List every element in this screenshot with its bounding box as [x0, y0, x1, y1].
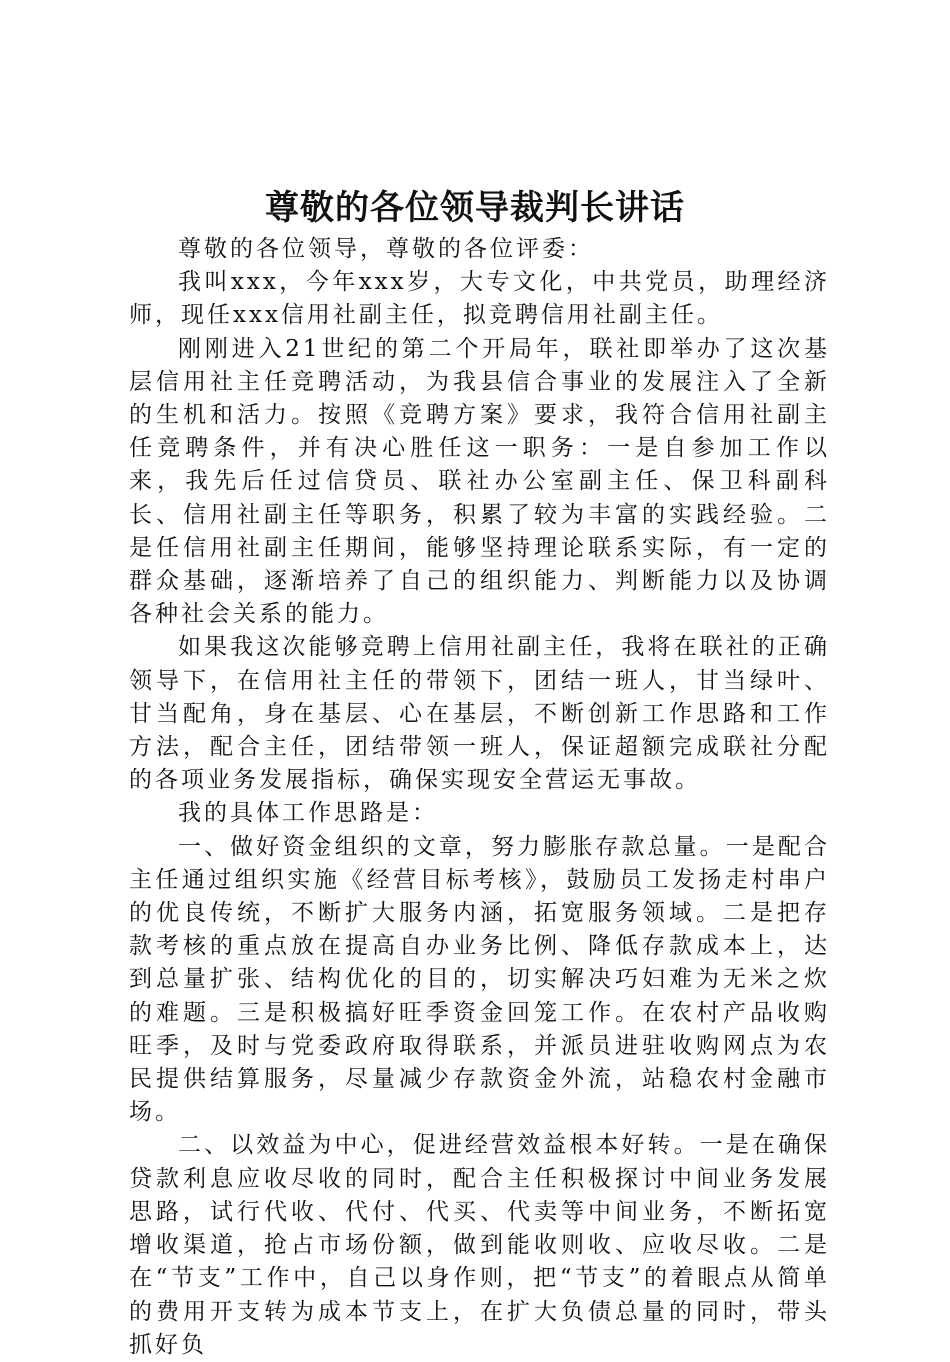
- paragraph-salutation: 尊敬的各位领导，尊敬的各位评委：: [178, 236, 594, 262]
- document-body: [129, 233, 830, 1362]
- paragraph-deposit-plan: 一、做好资金组织的文章，努力膨胀存款总量。一是配合主任通过组织实施《经营目标考核》，鼓励员工发扬走村串户的优良传统，不断扩大服务内涵，拓宽服务领域。二是把存款考核的重点放在提高自办业务比例、降低存款成本上，达到总量扩张、结构优化的目的，切实解决巧妇难为无米之炊的难题。三是积极搞好旺季资金回笼工作。在农村产品收购旺季，及时与党委政府取得联系，并派员进驻收购网点为农民提供结算服务，尽量减少存款资金外流，站稳农村金融市场。: [129, 833, 830, 1126]
- paragraph-commitment: 如果我这次能够竞聘上信用社副主任，我将在联社的正确领导下，在信用社主任的带领下，团结一班人，甘当绿叶、甘当配角，身在基层、心在基层，不断创新工作思路和工作方法，配合主任，团结带领一班人，保证超额完成联社分配的各项业务发展指标，确保实现安全营运无事故。: [129, 634, 830, 794]
- paragraph-work-ideas-heading: 我的具体工作思路是：: [178, 800, 438, 827]
- document-title: 尊敬的各位领导裁判长讲话: [265, 188, 685, 228]
- paragraph-efficiency-plan: 二、以效益为中心，促进经营效益根本好转。一是在确保贷款利息应收尽收的同时，配合主任积极探讨中间业务发展思路，试行代收、代付、代买、代卖等中间业务，不断拓宽增收渠道，抢占市场份额，做到能收则收、应收尽收。二是在“节支”工作中，自己以身作则，把“节支”的着眼点从简单的费用开支转为成本节支上，在扩大负债总量的同时，带头抓好负: [129, 1132, 830, 1358]
- paragraph-self-introduction: 我叫xxx，今年xxx岁，大专文化，中共党员，助理经济师，现任xxx信用社副主任，拟竞聘信用社副主任。: [129, 269, 830, 329]
- paragraph-qualifications: 刚刚进入21世纪的第二个开局年，联社即举办了这次基层信用社主任竞聘活动，为我县信合事业的发展注入了全新的生机和活力。按照《竞聘方案》要求，我符合信用社副主任竞聘条件，并有决心胜任这一职务：一是自参加工作以来，我先后任过信贷员、联社办公室副主任、保卫科副科长、信用社副主任等职务，积累了较为丰富的实践经验。二是任信用社副主任期间，能够坚持理论联系实际，有一定的群众基础，逐渐培养了自己的组织能力、判断能力以及协调各种社会关系的能力。: [129, 335, 830, 628]
